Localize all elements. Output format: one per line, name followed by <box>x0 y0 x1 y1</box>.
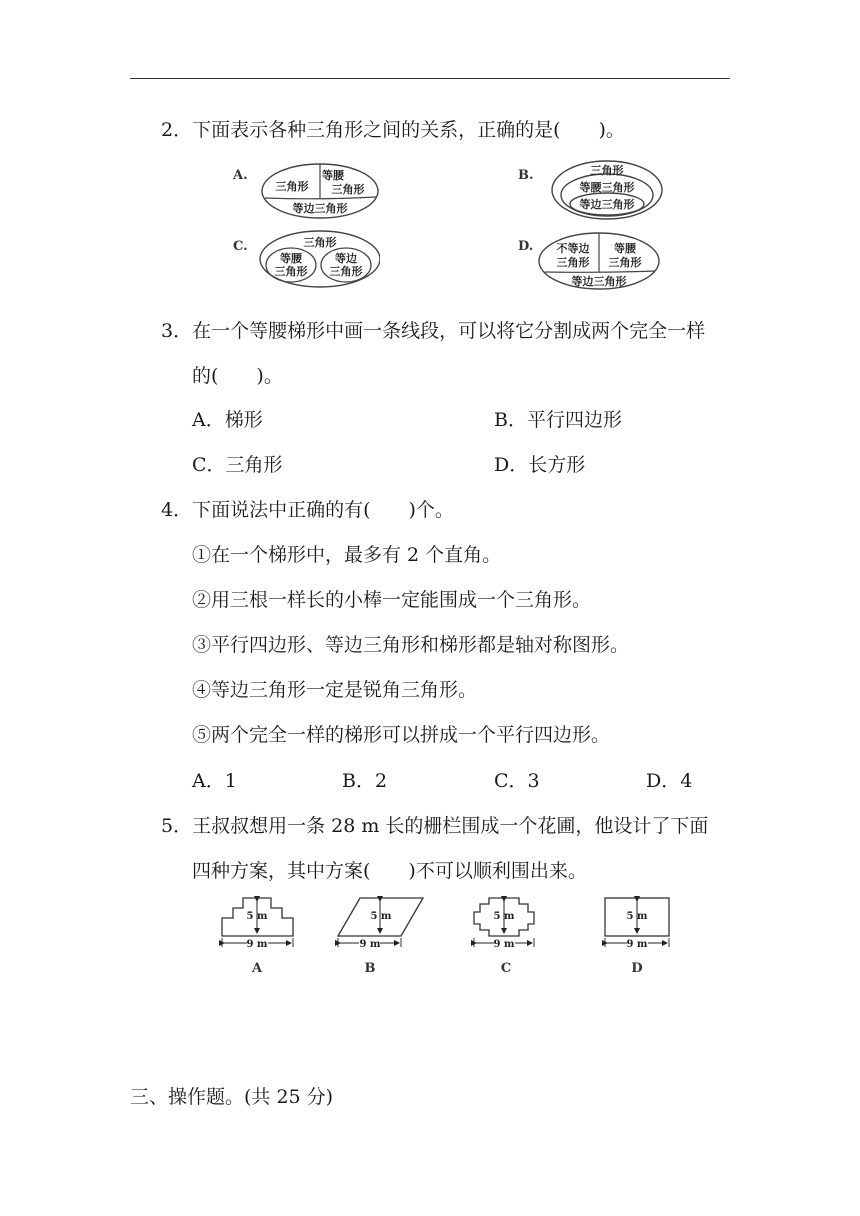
width-label: 9 m <box>359 939 381 950</box>
q4-option-d: D．4 <box>646 770 693 792</box>
q4-statement: ①在一个梯形中，最多有 2 个直角。 <box>192 544 502 566</box>
q3-option-d: D．长方形 <box>494 454 586 476</box>
q4-option-a: A．1 <box>192 770 237 792</box>
q4-statement: ⑤两个完全一样的梯形可以拼成一个平行四边形。 <box>192 724 611 746</box>
shape-b <box>338 898 423 976</box>
figure-label-a: A <box>251 961 263 976</box>
q4-option-b: B．2 <box>342 770 388 792</box>
label-left-2: 三角形 <box>556 256 590 269</box>
label-right-2: 三角形 <box>329 265 363 278</box>
q3-option-c: C．三角形 <box>192 454 283 476</box>
figure-c-letter: C. <box>233 239 248 254</box>
figure-label-d: D <box>631 961 643 976</box>
shape-d <box>605 898 669 976</box>
height-label: 5 m <box>626 911 648 922</box>
shape-a <box>222 898 293 976</box>
label-outer: 三角形 <box>590 164 624 177</box>
q4-statement: ③平行四边形、等边三角形和梯形都是轴对称图形。 <box>192 634 630 656</box>
q4-statement: ②用三根一样长的小棒一定能围成一个三角形。 <box>192 589 592 611</box>
figure-label-c: C <box>500 961 512 976</box>
label-left-2: 三角形 <box>274 265 308 278</box>
width-label: 9 m <box>493 939 515 950</box>
label-outer: 三角形 <box>303 236 337 249</box>
label-right-1: 等边 <box>335 252 357 265</box>
q4-stem: 4．下面说法中正确的有( )个。 <box>161 499 454 521</box>
label-triangle: 三角形 <box>275 180 309 193</box>
q3-option-a: A．梯形 <box>192 409 263 431</box>
width-label: 9 m <box>246 939 268 950</box>
q2-stem: 2．下面表示各种三角形之间的关系，正确的是( )。 <box>161 119 625 141</box>
figure-a-letter: A. <box>233 168 248 183</box>
q5-figures <box>210 892 690 984</box>
figure-b-letter: B. <box>518 168 534 183</box>
section-3-title: 三、操作题。(共 25 分) <box>130 1086 334 1108</box>
height-label: 5 m <box>493 911 515 922</box>
q3-stem-line2: 的( )。 <box>192 365 283 387</box>
q5-stem-line1: 5．王叔叔想用一条 28 m 长的栅栏围成一个花圃，他设计了下面 <box>161 815 709 837</box>
label-middle: 等腰三角形 <box>579 181 635 194</box>
q4-option-c: C．3 <box>494 770 540 792</box>
q2-figure-c <box>230 228 380 290</box>
shape-c <box>474 898 534 976</box>
height-label: 5 m <box>370 911 392 922</box>
header-rule <box>130 78 730 79</box>
q5-stem-line2: 四种方案，其中方案( )不可以顺利围出来。 <box>192 860 587 882</box>
figure-label-b: B <box>364 961 376 976</box>
label-right-1: 等腰 <box>614 242 636 255</box>
label-inner: 等边三角形 <box>579 198 635 211</box>
q2-figure-a <box>230 160 380 222</box>
label-right-2: 三角形 <box>608 256 642 269</box>
figure-d-letter: D. <box>518 239 534 254</box>
label-bottom: 等边三角形 <box>571 275 627 288</box>
q2-figure-d <box>515 230 665 292</box>
width-label: 9 m <box>626 939 648 950</box>
q2-figure-b <box>515 158 665 222</box>
label-left-1: 不等边 <box>556 242 590 255</box>
height-label: 5 m <box>246 911 268 922</box>
label-left-1: 等腰 <box>280 252 302 265</box>
label-equilateral: 等边三角形 <box>292 202 348 215</box>
q3-option-b: B．平行四边形 <box>494 409 622 431</box>
label-isosceles-1: 等腰 <box>322 169 344 182</box>
label-isosceles-2: 三角形 <box>331 183 365 196</box>
q4-statement: ④等边三角形一定是锐角三角形。 <box>192 679 478 701</box>
q3-stem-line1: 3．在一个等腰梯形中画一条线段，可以将它分割成两个完全一样 <box>161 320 706 342</box>
